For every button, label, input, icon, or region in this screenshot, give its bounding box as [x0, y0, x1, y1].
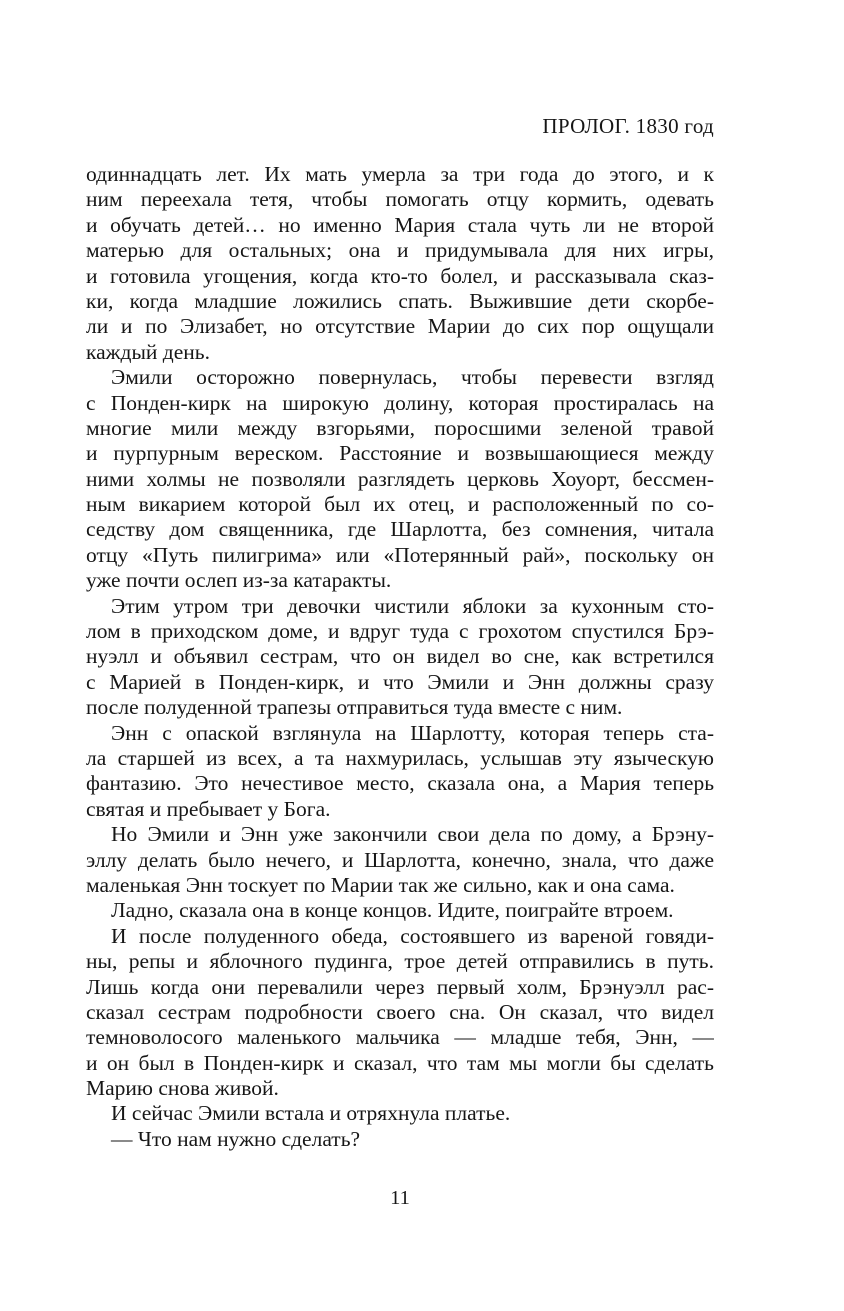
text-line: седству дом священника, где Шарлотта, без сомнения, читала — [86, 517, 714, 542]
text-line: и готовила угощения, когда кто-то болел, и рассказывала сказ- — [86, 263, 714, 288]
paragraph — [86, 721, 714, 823]
text-line: маленькая Энн тоскует по Марии так же сильно, как и она сама. — [86, 872, 675, 897]
text-line: многие мили между взгорьями, поросшими зеленой травой — [86, 415, 714, 440]
text-line: Но Эмили и Энн уже закончили свои дела по дому, а Брэну- — [111, 822, 714, 847]
text-line: одиннадцать лет. Их мать умерла за три года до этого, и к — [86, 162, 714, 186]
text-line: Энн с опаской взглянула на Шарлотту, которая теперь ста- — [111, 720, 714, 745]
text-line: сказал сестрам подробности своего сна. Он сказал, что видел — [86, 999, 714, 1024]
text-line: ла старшей из всех, а та нахмурилась, услышав эту языческую — [86, 745, 714, 770]
paragraph — [86, 162, 714, 365]
text-line: святая и пребывает у Бога. — [86, 796, 331, 821]
text-line: каждый день. — [86, 339, 210, 364]
text-line: темноволосого маленького мальчика — младше тебя, Энн, — — [86, 1025, 714, 1050]
text-line: ки, когда младшие ложились спать. Выжившие дети скорбе- — [86, 288, 714, 313]
paragraph — [86, 822, 714, 898]
text-line: ними холмы не позволяли разглядеть церковь Хоуорт, бессмен- — [86, 466, 714, 491]
text-line: Лишь когда они перевалили через первый холм, Брэнуэлл рас- — [86, 974, 714, 999]
paragraph — [86, 924, 714, 1102]
text-line: Эмили осторожно повернулась, чтобы перевести взгляд — [111, 365, 714, 390]
paragraph — [86, 1127, 714, 1152]
text-line: отцу «Путь пилигрима» или «Потерянный рай», поскольку он — [86, 542, 714, 567]
text-line: лом в приходском доме, и вдруг туда с грохотом спустился Брэ- — [86, 619, 714, 644]
text-line: Этим утром три девочки чистили яблоки за кухонным сто- — [111, 593, 714, 618]
text-line: эллу делать было нечего, и Шарлотта, конечно, знала, что даже — [86, 847, 714, 872]
text-line: И сейчас Эмили встала и отряхнула платье. — [111, 1101, 511, 1126]
text-line: Марию снова живой. — [86, 1076, 279, 1101]
text-line: Ладно, сказала она в конце концов. Идите, поиграйте втроем. — [111, 898, 674, 923]
paragraph — [86, 594, 714, 721]
text-line: и он был в Понден-кирк и сказал, что там мы могли бы сделать — [86, 1050, 714, 1075]
page-number: 11 — [390, 1187, 410, 1209]
text-line: И после полуденного обеда, состоявшего из вареной говяди- — [111, 923, 714, 948]
text-line: после полуденной трапезы отправиться туда вместе с ним. — [86, 695, 623, 720]
paragraph — [86, 1101, 714, 1126]
running-header: ПРОЛОГ. 1830 год — [542, 114, 714, 138]
paragraph — [86, 898, 714, 923]
text-line: фантазию. Это нечестивое место, сказала она, а Мария теперь — [86, 771, 714, 796]
text-line: и пурпурным вереском. Расстояние и возвышающиеся между — [86, 441, 714, 466]
paragraph — [86, 365, 714, 594]
text-line: нуэлл и объявил сестрам, что он видел во сне, как встретился — [86, 644, 714, 669]
text-line: ли и по Элизабет, но отсутствие Марии до сих пор ощущали — [86, 314, 714, 339]
text-line: — Что нам нужно сделать? — [111, 1126, 361, 1151]
text-line: матерью для остальных; она и придумывала для них игры, — [86, 238, 714, 263]
text-line: с Понден-кирк на широкую долину, которая простиралась на — [86, 390, 714, 415]
text-line: ным викарием которой был их отец, и расположенный по со- — [86, 492, 714, 517]
text-line: и обучать детей… но именно Мария стала чуть ли не второй — [86, 212, 714, 237]
text-line: ны, репы и яблочного пудинга, трое детей отправились в путь. — [86, 949, 714, 974]
text-line: уже почти ослеп из-за катаракты. — [86, 568, 392, 593]
text-line: ним переехала тетя, чтобы помогать отцу кормить, одевать — [86, 187, 714, 212]
page-body — [86, 162, 714, 1152]
text-line: с Марией в Понден-кирк, и что Эмили и Энн должны сразу — [86, 669, 714, 694]
